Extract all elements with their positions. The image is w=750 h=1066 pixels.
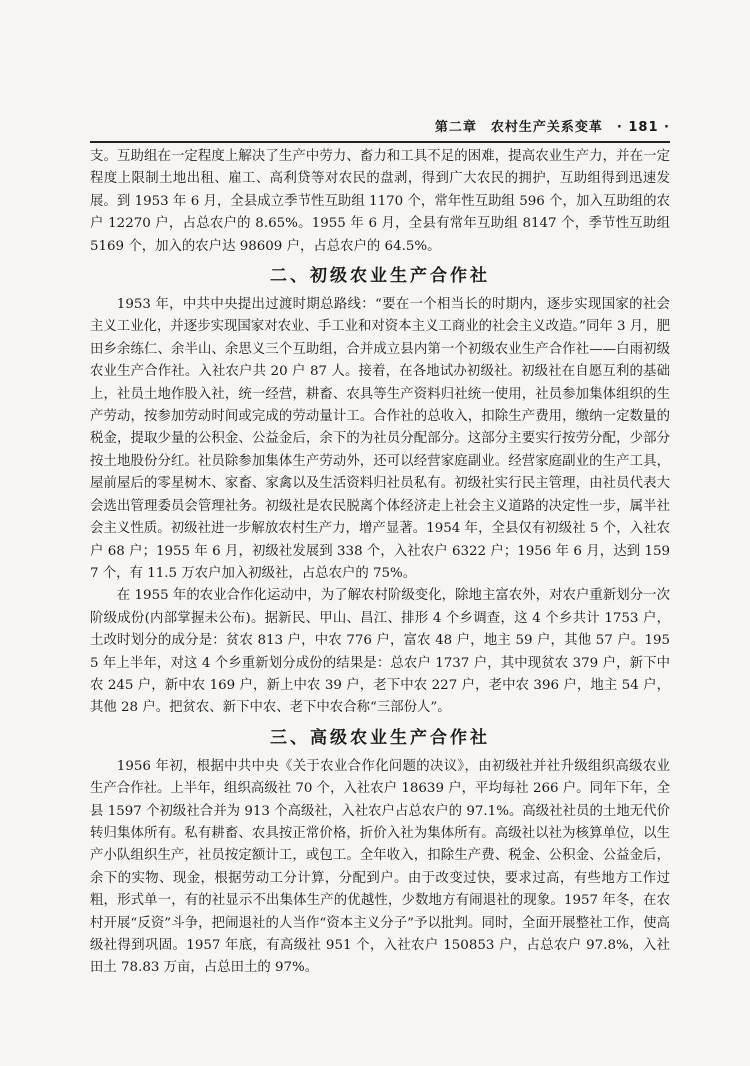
body-text: [90, 146, 670, 980]
page-number: · 181 ·: [616, 120, 670, 135]
section-heading-primary-coop: 二、初级农业生产合作社: [270, 266, 490, 287]
chapter-label: 第二章: [434, 120, 477, 135]
paragraph: 1956 年初，根据中共中央《关于农业合作化问题的决议》，由初级社并社升级组织高级农业生产合作社。上半年，组织高级社 70 个，入社农户 18639 户，平均每社 266 户。同年下年，全县 1597 个初级社合并为 913 个高级社，入社农户占总农户的 97.1%。高级社社员的土地无代价转归集体所有。私有耕畜、农具按正常价格，折价入社为集体所有。高级社以社为核算单位，以生产小队组织生产，社员按定额计工，或包工。全年收入，扣除生产费、税金、公积金、公益金后，余下的实物、现金，根据劳动工分计算，分配到户。由于改变过快，要求过高，有些地方工作过粗，形式单一，有的社显示不出集体生产的优越性，少数地方有闹退社的现象。1957 年冬，在农村开展“反资”斗争，把闹退社的人当作“资本主义分子”予以批判。同时，全面开展整社工作，使高级社得到巩固。1957 年底，有高级社 951 个，入社农户 150853 户，占总农户 97.8%，入社田土 78.83 万亩，占总田土的 97%。: [90, 758, 670, 976]
chapter-title: 农村生产关系变革: [490, 120, 603, 135]
running-header: [90, 116, 670, 143]
paragraph: 在 1955 年的农业合作化运动中，为了解农村阶级变化，除地主富农外，对农户重新划分一次阶级成份(内部掌握未公布)。据新民、甲山、昌江、排形 4 个乡调查，这 4 个乡共计 1753 户，土改时划分的成分是：贫农 813 户，中农 776 户，富农 48 户，地主 59 户，其他 57 户。1955 年上半年，对这 4 个乡重新划分成份的结果是：总农户 1737 户，其中现贫农 379 户，新下中农 245 户，新中农 169 户，新上中农 39 户，老下中农 227 户，老中农 396 户，地主 54 户，其他 28 户。把贫农、新下中农、老下中农合称“三部份人”。: [90, 588, 670, 716]
section-heading-advanced-coop: 三、高级农业生产合作社: [270, 727, 490, 748]
paragraph: 1953 年，中共中央提出过渡时期总路线：“要在一个相当长的时期内，逐步实现国家的社会主义工业化，并逐步实现国家对农业、手工业和对资本主义工商业的社会主义改造。”同年 3 月，肥田乡余练仁、余半山、余思义三个互助组，合并成立县内第一个初级农业生产合作社——白雨初级农业生产合作社。入社农户共 20 户 87 人。接着，在各地试办初级社。初级社在自愿互利的基础上，社员土地作股入社，统一经营，耕畜、农具等生产资料归社统一使用，社员参加集体组织的生产劳动，按参加劳动时间或完成的劳动量计工。合作社的总收入，扣除生产费用，缴纳一定数量的税金，提取少量的公积金、公益金后，余下的为社员分配部分。这部分主要实行按劳分配，少部分按土地股份分红。社员除参加集体生产劳动外，还可以经营家庭副业。经营家庭副业的生产工具，屋前屋后的零星树木、家畜、家禽以及生活资料归社员私有。初级社实行民主管理，由社员代表大会选出管理委员会管理社务。初级社是农民脱离个体经济走上社会主义道路的决定性一步，属半社会主义性质。初级社进一步解放农村生产力，增产显著。1954 年，全县仅有初级社 5 个，入社农户 68 户；1955 年 6 月，初级社发展到 338 个，入社农户 6322 户；1956 年 6 月，达到 1597 个，有 11.5 万农户加入初级社，占总农户的 75%。: [90, 297, 670, 581]
paragraph-continuation: 支。互助组在一定程度上解决了生产中劳力、畜力和工具不足的困难，提高农业生产力，并在一定程度上限制土地出租、雇工、高利贷等对农民的盘剥，得到广大农民的拥护，互助组得到迅速发展。到 1953 年 6 月，全县成立季节性互助组 1170 个，常年性互助组 596 个，加入互助组的农户 12270 户，占总农户的 8.65%。1955 年 6 月，全县有常年互助组 8147 个，季节性互助组 5169 个，加入的农户达 98609 户，占总农户的 64.5%。: [90, 149, 670, 254]
